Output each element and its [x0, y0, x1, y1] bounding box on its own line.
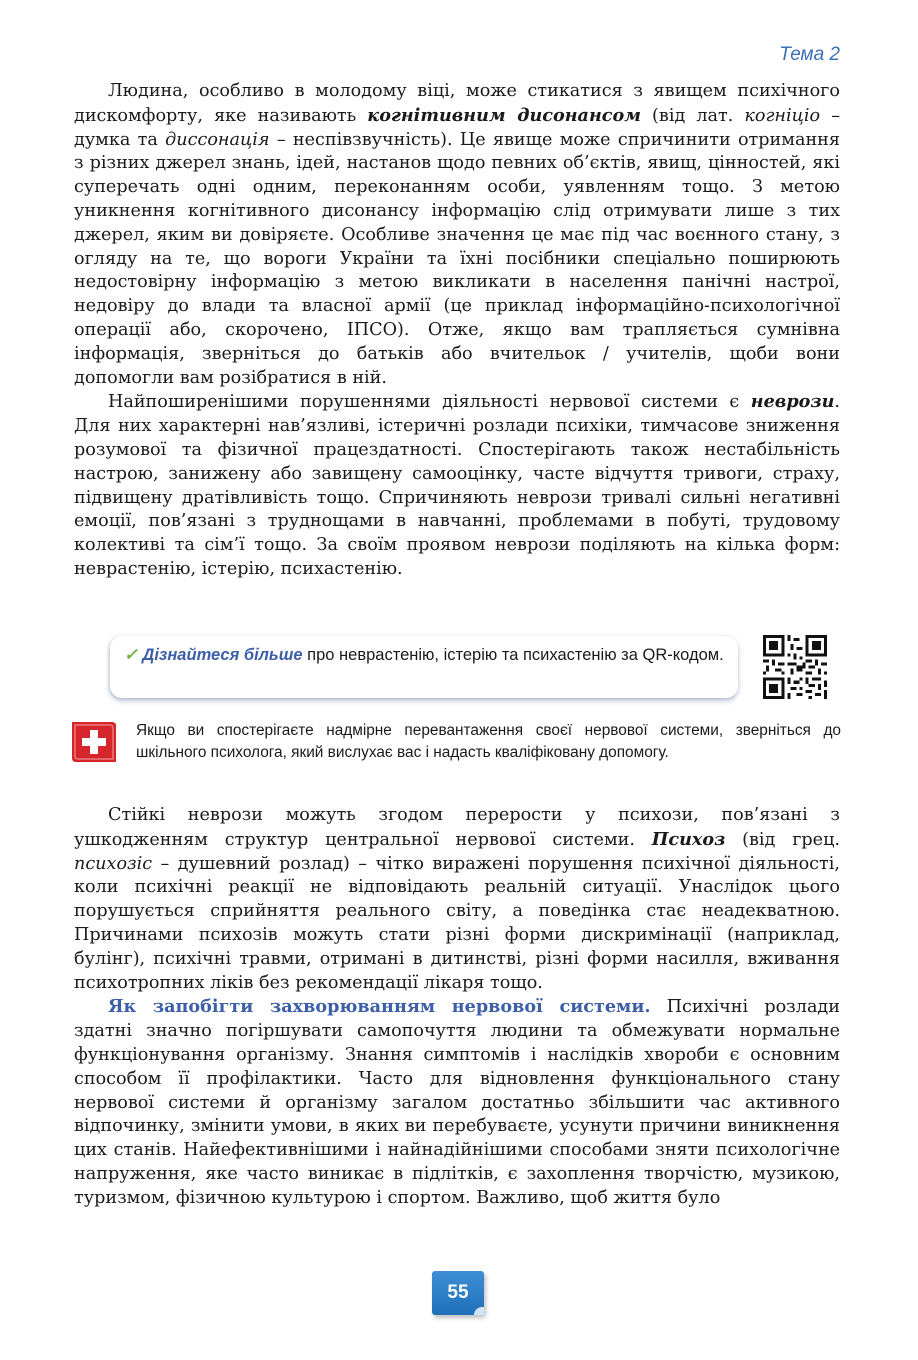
page-number: 55 [432, 1271, 484, 1315]
paragraph-prevention: Як запобігти захворюванням нервової системи. Психічні розлади здатні значно погіршувати самопочуття людини та обмежувати нормальне функціонування організму. Знання симптомів і наслідків хвороби є основним способом її профілактики. Часто для відновлення функціонального стану нервової системи й організму загалом достатньо збільшити час активного відпочинку, змінити умови, в яких ви перебуваєте, усунути причини виникнення цих станів. Найефективнішими і найнадійнішими способами зняти психологічне напруження, яке часто виникає в підлітків, є захоплення творчістю, музикою, туризмом, фізичною культурою і спортом. Важливо, щоб життя було [74, 996, 840, 1208]
learn-more-box [110, 636, 738, 698]
paragraph-cognitive-dissonance: Людина, особливо в молодому віці, може стикатися з явищем психічного дискомфорту, яке називають когнітивним дисонансом (від лат. когніціо – думка та диссонація – неспівзвучність). Це явище може спричинити отримання з різних джерел знань, ідей, настанов щодо певних об’єктів, явищ, цінностей, які суперечать одні одним, переконанням особи, уявленням тощо. З метою уникнення когнітивного дисонансу інформацію слід отримувати лише з тих джерел, яким ви довіряєте. Особливе значення це має під час воєнного стану, з огляду на те, що вороги України та їхні посібники спеціально поширюють недостовірну інформацію з метою викликати в населення панічні настрої, недовіру до влади та власної армії (це приклад інформаційно-психологічної операції або, скорочено, ІПСО). Отже, якщо вам трапляється сумнівна інформація, зверніться до батьків або вчительок / учителів, щоби вони допомогли вам розібратися в ній. [74, 81, 841, 388]
term-cognitive-dissonance: когнітивним дисонансом [367, 104, 641, 126]
page-number-badge [432, 1271, 488, 1321]
medical-cross-icon [72, 722, 116, 762]
paragraph-psychoses: Стійкі неврози можуть згодом перерости у психози, пов’язані з ушкодженням структур центральної нервової системи. Психоз (від грец. психозіс – душевний розлад) – чітко виражені порушення психічної діяльності, коли психічні реакції не відповідають реальній ситуації. Унаслідок цього порушується сприйняття реального світу, а поведінка стає неадекватною. Причинами психозів можуть стати різні форми дискримінації (наприклад, булінг), психічні травми, отримані в дитинстві, різні форми насилля, вживання психотропних ліків без рекомендації лікаря тощо. [74, 805, 840, 993]
check-icon: ✓ [124, 646, 138, 664]
psychologist-advice: Якщо ви спостерігаєте надмірне перевантаження своєї нервової системи, зверніться до шкільного психолога, який вислухає вас і надасть кваліфіковану допомогу. [136, 722, 841, 761]
term-psychosis: Психоз [651, 828, 726, 850]
topic-header: Тема 2 [779, 44, 840, 65]
text-block-bottom [74, 804, 840, 1211]
section-heading-prevention: Як запобігти захворюванням нервової системи. [108, 996, 651, 1018]
term-neuroses: неврози [750, 391, 835, 413]
learn-more-text: ✓ Дізнайтеся більше про неврастенію, істерію та психастенію за QR-кодом. [124, 646, 724, 664]
qr-code-icon[interactable] [763, 635, 827, 699]
paragraph-neuroses: Найпоширенішими порушеннями діяльності нервової системи є неврози. Для них характерні нав’язливі, істеричні розлади психіки, тимчасове зниження розумової та фізичної працездатності. Спостерігають також нестабільність настрою, занижену або завищену самооцінку, часте відчуття тривоги, страху, підвищену дратівливість тощо. Спричиняють неврози тривалі сильні негативні емоції, пов’язані з труднощами в навчанні, проблемами в побуті, трудовому колективі та сім’ї тощо. За своїм проявом неврози поділяють на кілька форм: неврастенію, істерію, психастенію. [74, 391, 840, 579]
text-block-top [74, 80, 840, 582]
